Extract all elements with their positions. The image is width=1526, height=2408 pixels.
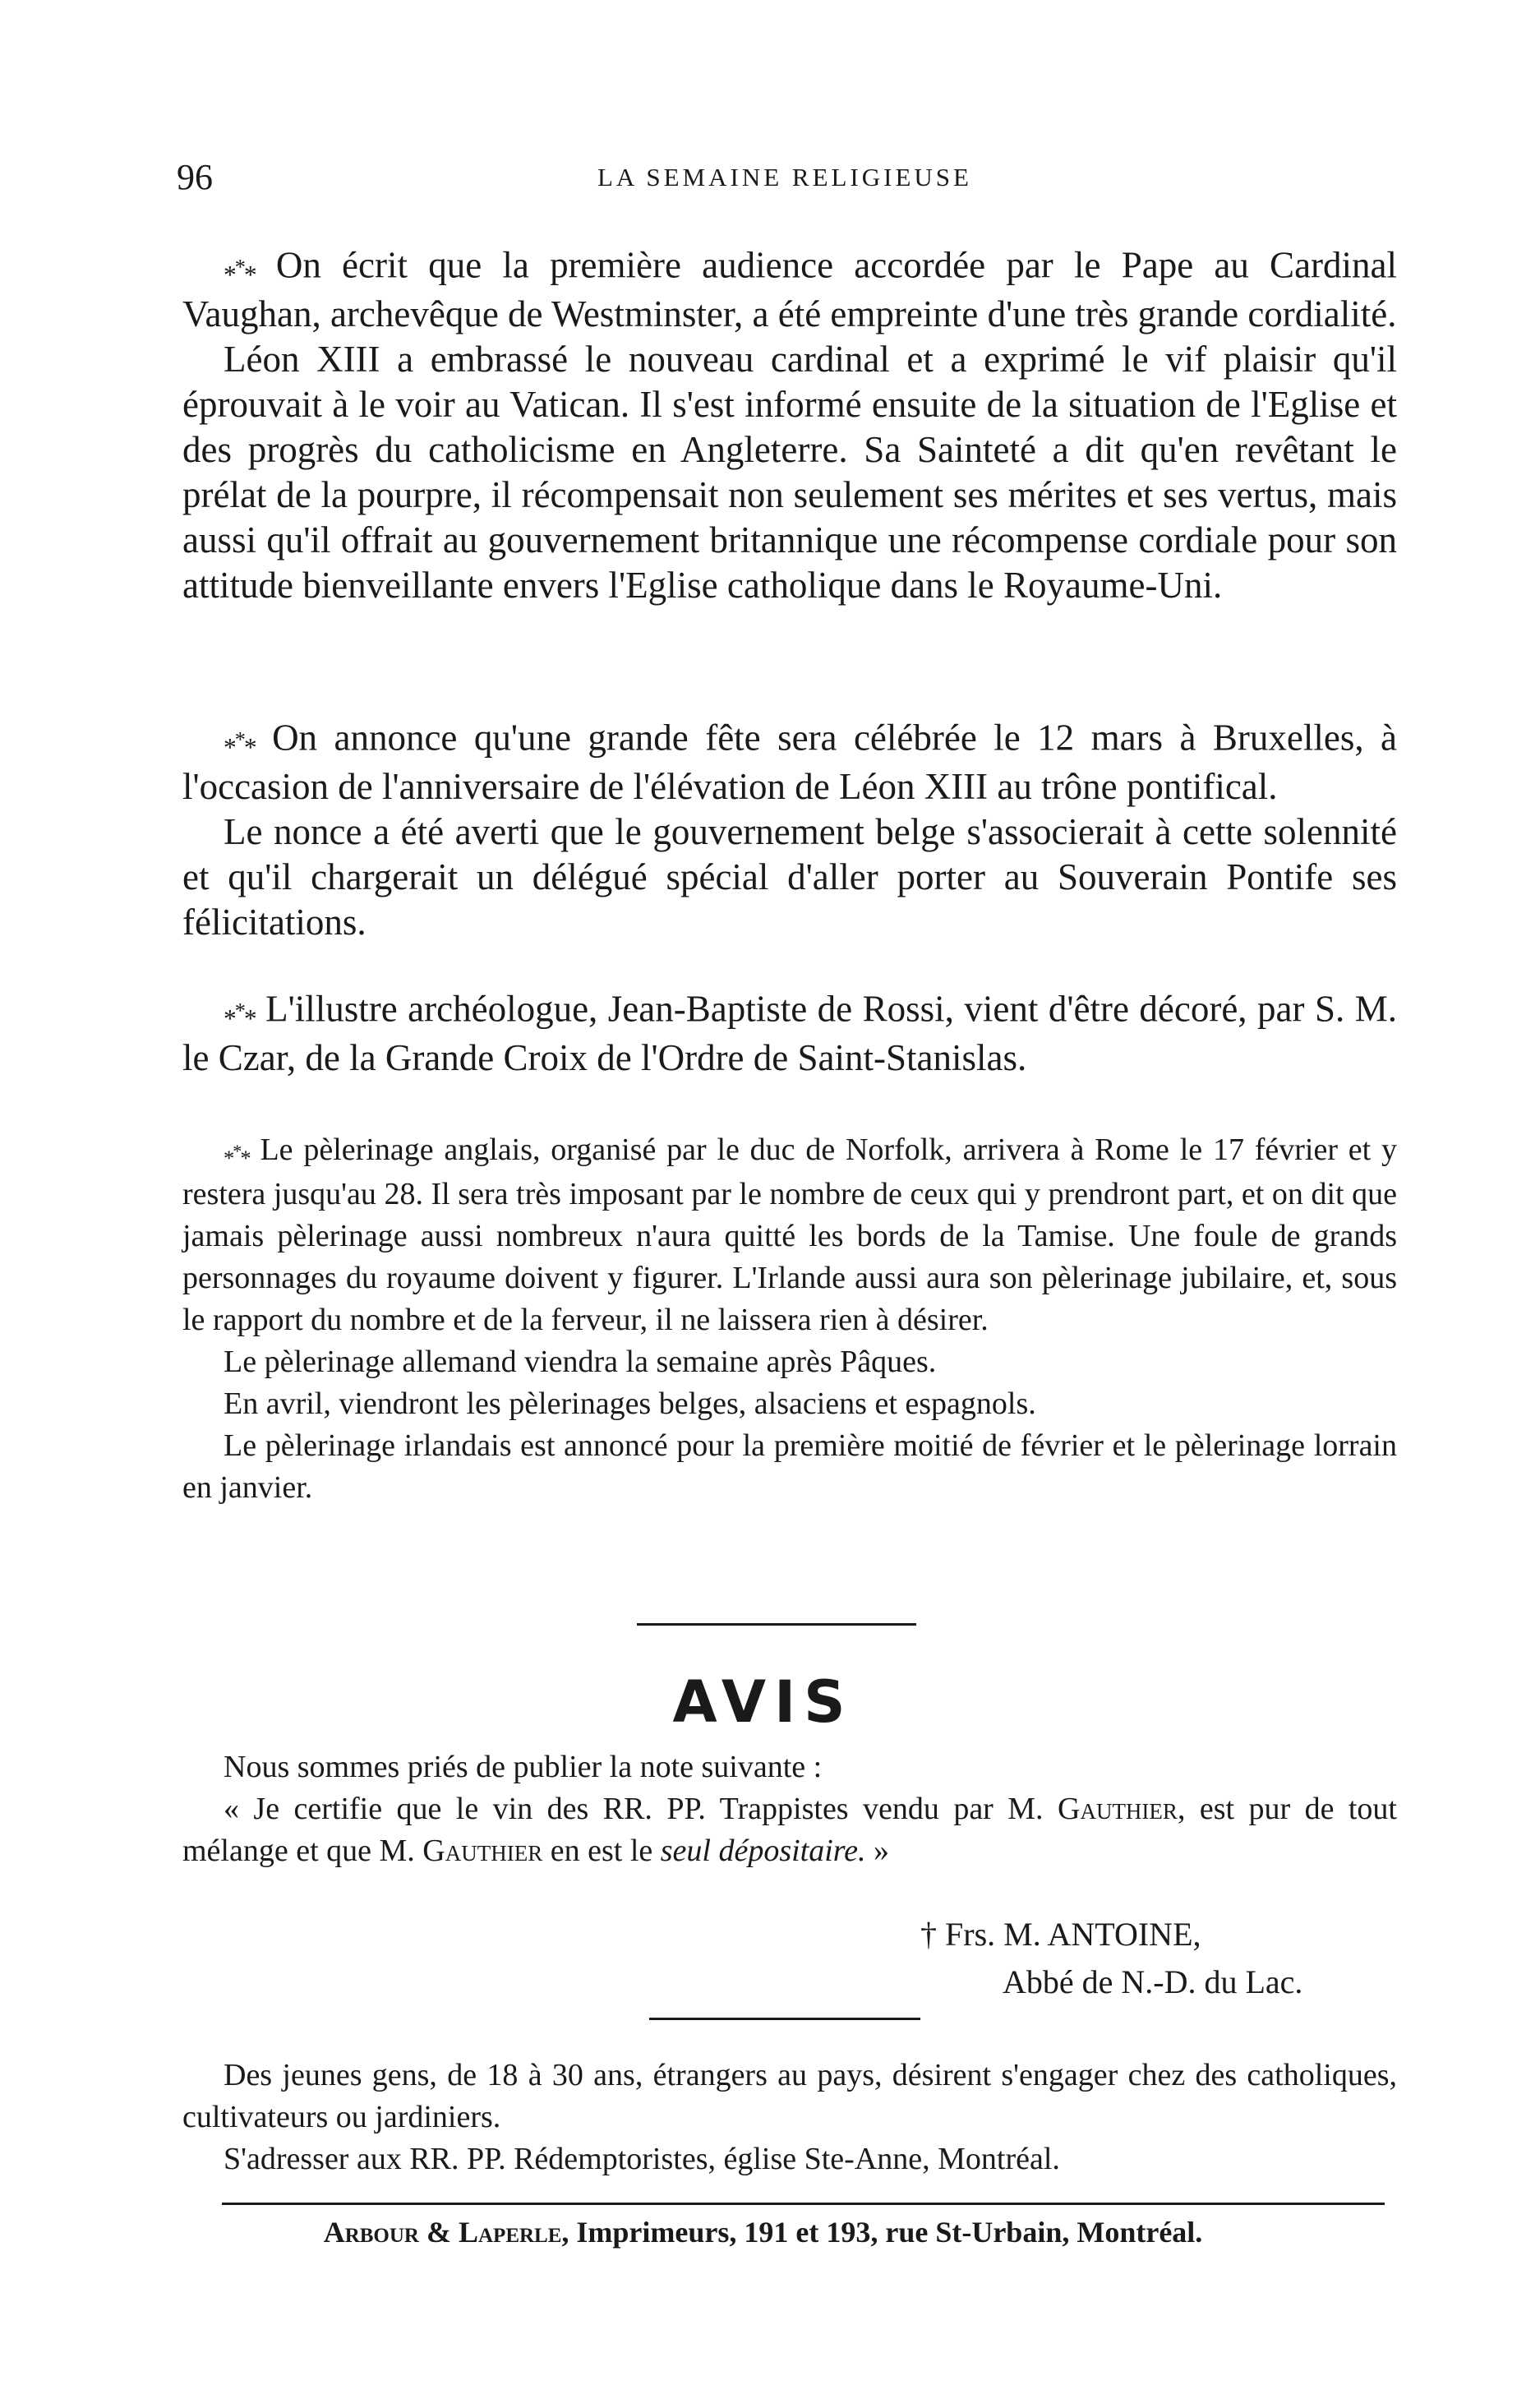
- page-number: 96: [177, 157, 213, 197]
- notice-paragraph: S'adresser aux RR. PP. Rédemptoristes, église Ste-Anne, Montréal.: [224, 2142, 1060, 2176]
- asterism-star: *: [233, 1140, 241, 1161]
- notice-paragraph: Des jeunes gens, de 18 à 30 ans, étrangers au pays, désirent s'engager chez des catholiques, cultivateurs ou jardiniers.: [182, 2058, 1397, 2134]
- signature-name: † Frs. M. ANTOINE,: [920, 1916, 1201, 1953]
- avis-quote: « Je certifie que le vin des RR. PP. Trappistes vendu par M. Gauthier, est pur de tout mélange et que M. Gauthier en est le seul dépositaire. »: [182, 1792, 1397, 1868]
- section-divider: [649, 2018, 920, 2020]
- news-item-paragraph: Le pèlerinage irlandais est annoncé pour la première moitié de février et le pèlerinage lorrain en janvier.: [182, 1428, 1397, 1505]
- asterism-star: *: [234, 727, 244, 752]
- news-item-rossi: [182, 982, 1397, 1081]
- news-item-paragraph: Le nonce a été averti que le gouvernement belge s'associerait à cette solennité et qu'il chargerait un délégué spécial d'aller porter au Souverain Pontife ses félicitations.: [182, 810, 1397, 943]
- asterism-star: *: [234, 255, 244, 279]
- news-item-paragraph: L'illustre archéologue, Jean-Baptiste de Rossi, vient d'être décoré, par S. M. le Czar, de la Grande Croix de l'Ordre de Saint-Stanislas.: [182, 988, 1397, 1078]
- news-item-paragraph: En avril, viendront les pèlerinages belges, alsaciens et espagnols.: [224, 1386, 1036, 1421]
- section-divider: [637, 1623, 916, 1626]
- avis-intro: Nous sommes priés de publier la note suivante :: [224, 1750, 823, 1784]
- asterism-marker: ***: [224, 999, 256, 1034]
- asterism-marker: ***: [224, 255, 256, 290]
- running-head: [177, 156, 1393, 205]
- avis-notice: [182, 1746, 1397, 1872]
- news-item-bruxelles: [182, 711, 1397, 945]
- news-item-paragraph: On écrit que la première audience accordée par le Pape au Cardinal Vaughan, archevêque de Westminster, a été empreinte d'une très grande cordialité.: [182, 244, 1398, 334]
- news-item-paragraph: Le pèlerinage allemand viendra la semaine après Pâques.: [224, 1344, 937, 1379]
- news-item-pelerinages: [182, 1124, 1397, 1509]
- emphasis-text: seul dépositaire.: [660, 1834, 866, 1868]
- employment-notice: [182, 2055, 1397, 2180]
- signature-block: [920, 1911, 1302, 2006]
- news-item-paragraph: Le pèlerinage anglais, organisé par le duc de Norfolk, arrivera à Rome le 17 février et y restera jusqu'au 28. Il sera très imposant par le nombre de ceux qui y prendront part, et on dit que jamais pèlerinage aussi nombreux n'aura quitté les bords de la Tamise. Une foule de grands personnages du royaume doivent y figurer. L'Irlande aussi aura son pèlerinage jubilaire, et, sous le rapport du nombre et de la ferveur, il ne laissera rien à désirer.: [182, 1132, 1397, 1337]
- news-item-paragraph: Léon XIII a embrassé le nouveau cardinal et a exprimé le vif plaisir qu'il éprouvait à le voir au Vatican. Il s'est informé ensuite de la situation de l'Eglise et des progrès du catholicisme en Angleterre. Sa Sainteté a dit qu'en revêtant le prélat de la pourpre, il récompensait non seulement ses mérites et ses vertus, mais aussi qu'il offrait au gouvernement britannique une récompense cordiale pour son attitude bienveillante envers l'Eglise catholique dans le Royaume-Uni.: [182, 338, 1397, 606]
- asterism-marker: ***: [224, 1140, 250, 1170]
- signature-title: Abbé de N.-D. du Lac.: [1003, 1963, 1303, 2000]
- printer-imprint: Arbour & Laperle, Imprimeurs, 191 et 193, rue St-Urbain, Montréal.: [323, 2216, 1203, 2249]
- journal-title: LA SEMAINE RELIGIEUSE: [597, 163, 972, 191]
- asterism-marker: ***: [224, 727, 256, 763]
- name-gauthier: Gauthier: [1058, 1792, 1178, 1826]
- news-item-paragraph: On annonce qu'une grande fête sera célébrée le 12 mars à Bruxelles, à l'occasion de l'anniversaire de l'élévation de Léon XIII au trône pontifical.: [182, 717, 1397, 807]
- avis-heading: AVIS: [672, 1668, 854, 1736]
- name-gauthier: Gauthier: [422, 1834, 543, 1868]
- footer-rule: [222, 2203, 1385, 2205]
- news-item-vaughan: [182, 238, 1397, 608]
- asterism-star: *: [234, 999, 244, 1023]
